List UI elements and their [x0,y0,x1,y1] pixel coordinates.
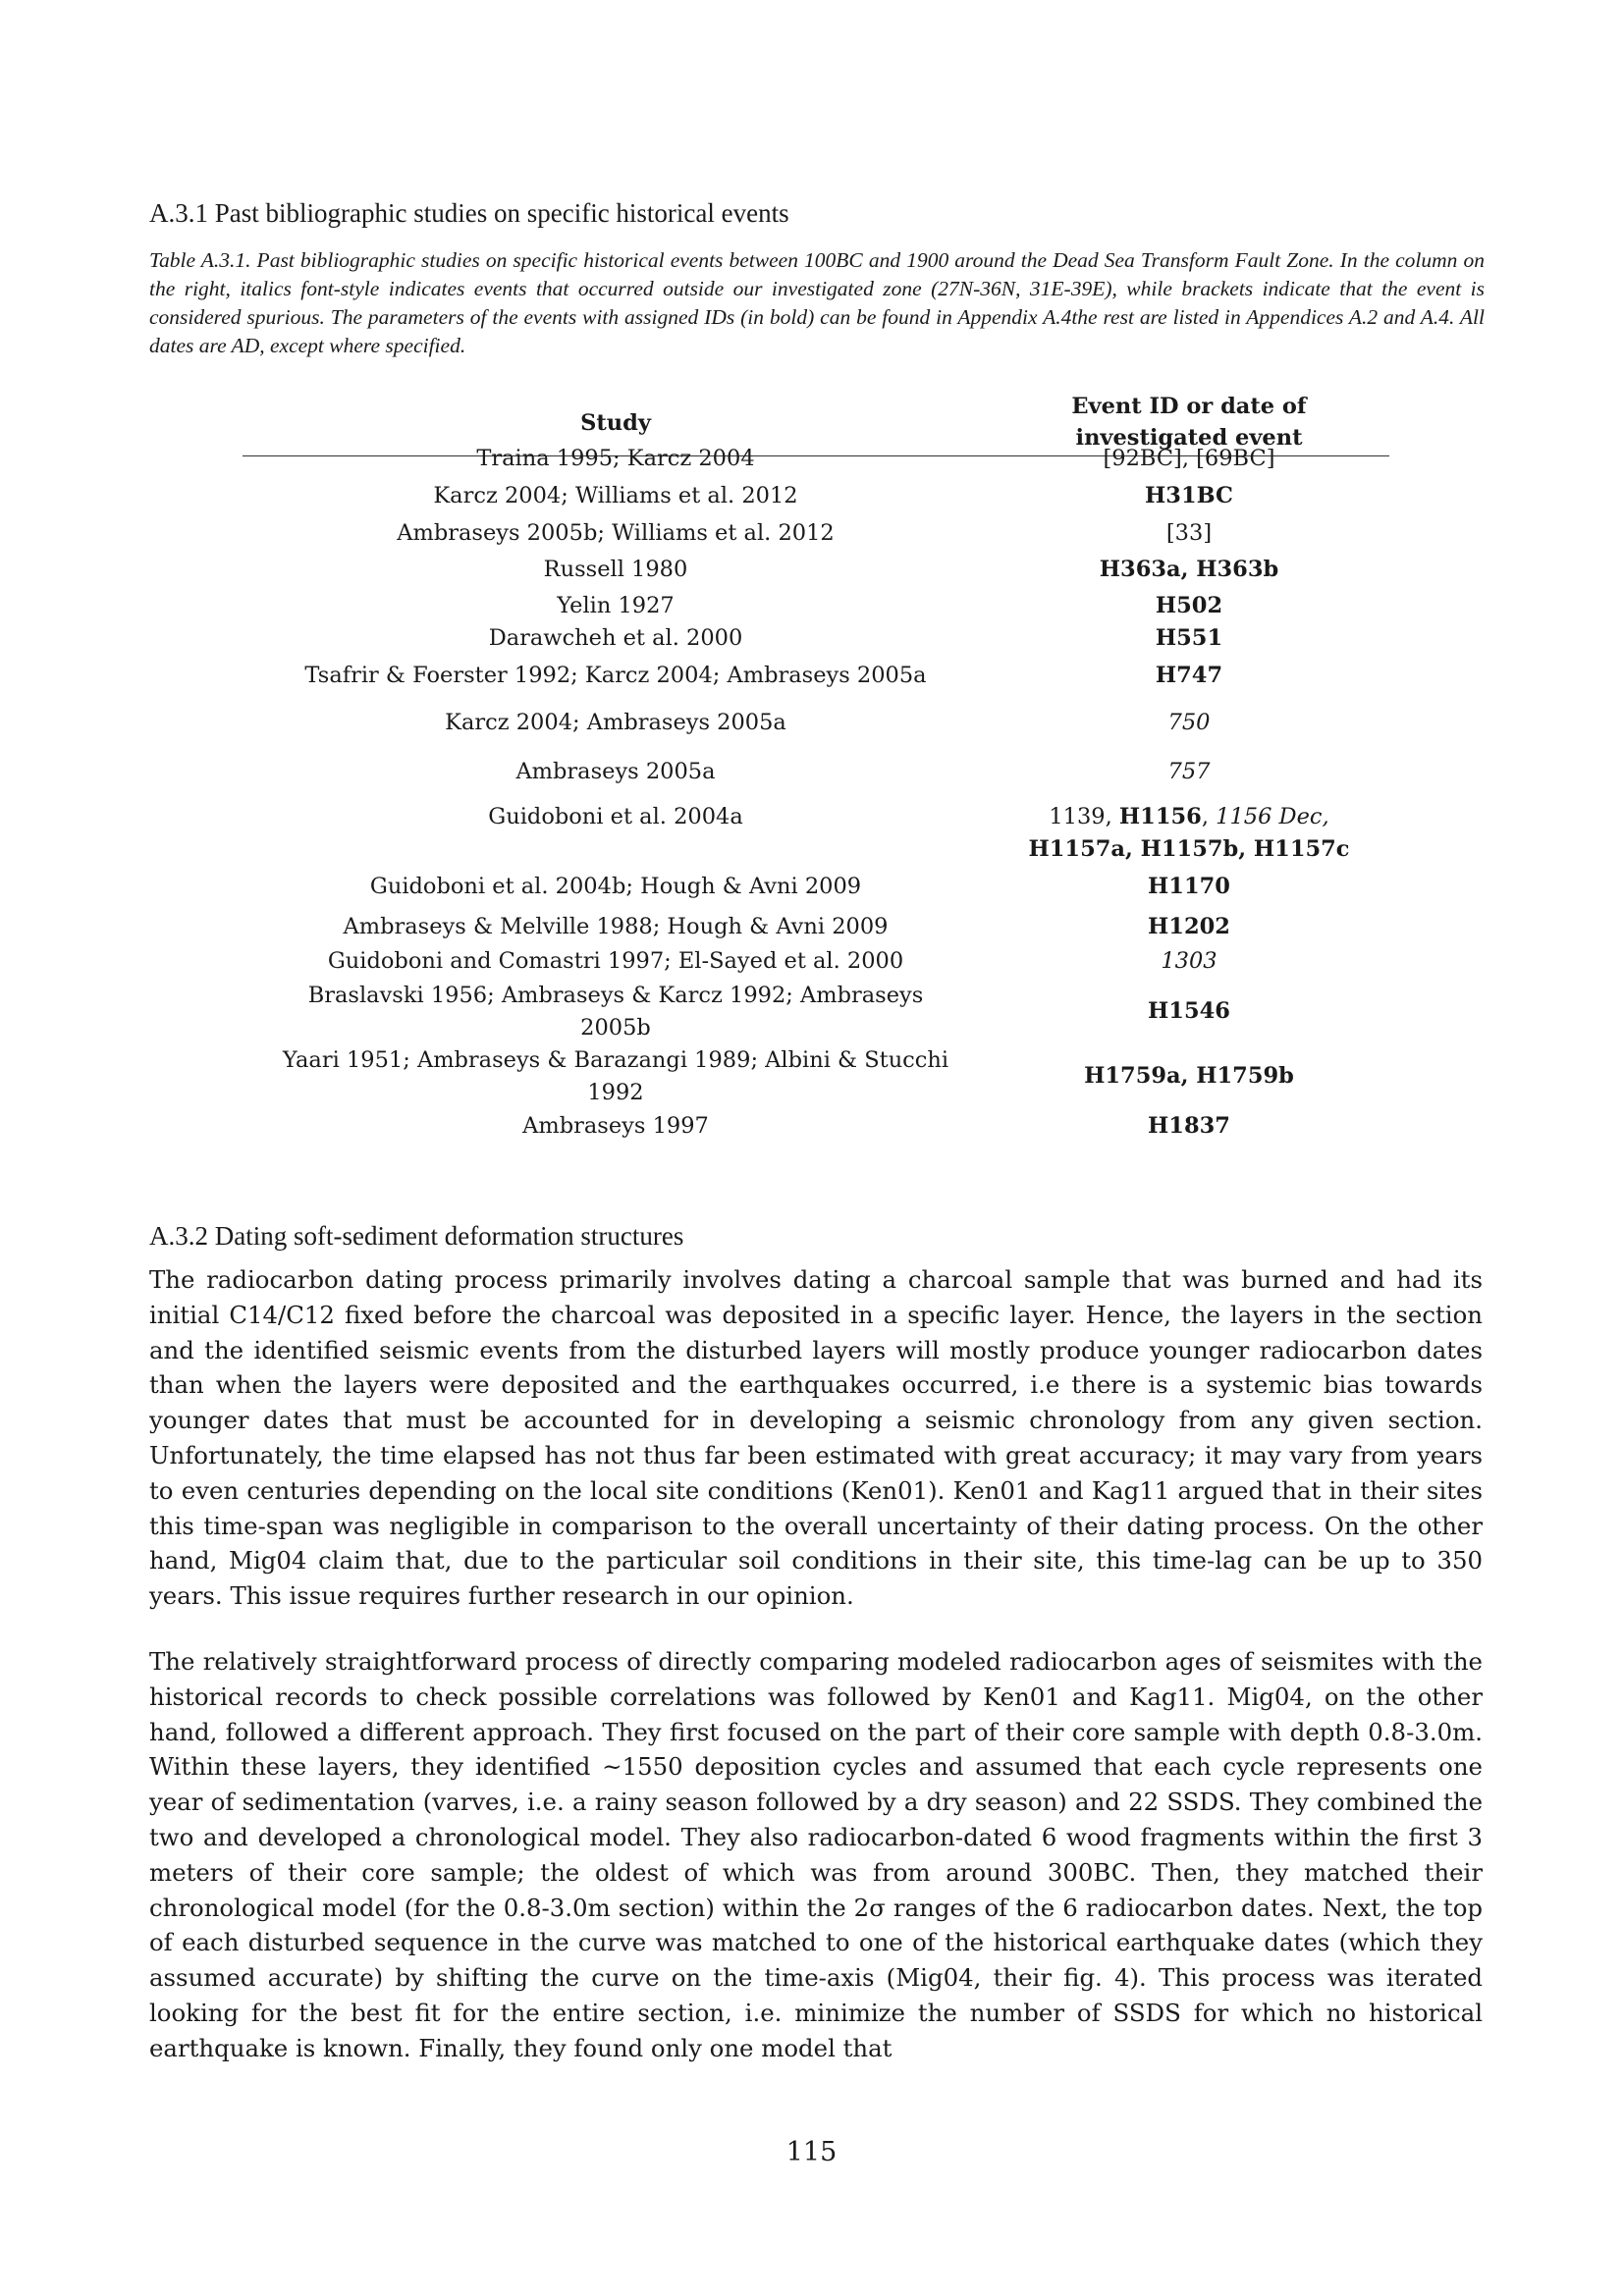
studies-table [243,389,1389,1139]
paragraph-2: The relatively straightforward process of directly comparing modeled radiocarbon ages of seismites with the historical records to check possible correlations was followed by Ken01 and Kag11. Mig04, on the other hand, followed a different approach. They first focused on the part of their core sample with depth 0.8-3.0m. Within these layers, they identified ~1550 deposition cycles and assumed that each cycle represents one year of sedimentation (varves, i.e. a rainy season followed by a dry season) and 22 SSDS. They combined the two and developed a chronological model. They also radiocarbon-dated 6 wood fragments within the first 3 meters of their core sample; the oldest of which was from around 300BC. Then, they matched their chronological model (for the 0.8-3.0m section) within the 2σ ranges of the 6 radiocarbon dates. Next, the top of each disturbed sequence in the curve was matched to one of the historical earthquake dates (which they assumed accurate) by shifting the curve on the time-axis (Mig04, their fig. 4). This process was iterated looking for the best fit for the entire section, i.e. minimize the number of SSDS for which no historical earthquake is known. Finally, they found only one model that [149,1647,1483,2062]
event-line [989,1110,1389,1143]
event-cell [989,554,1389,586]
paragraph-1: The radiocarbon dating process primarily involves dating a charcoal sample that was burned and had its initial C14/C12 fixed before the charcoal was deposited in a specific layer. Hence, the layers in the section and the identified seismic events from the disturbed layers will mostly produce younger radiocarbon dates than when the layers were deposited and the earthquakes occurred, i.e there is a systemic bias towards younger dates that must be accounted for in developing a seismic chronology from any given section. Unfortunately, the time elapsed has not thus far been estimated with great accuracy; it may vary from years to even centuries depending on the local site conditions (Ken01). Ken01 and Kag11 argued that in their sites this time-span was negligible in comparison to the overall uncertainty of their dating process. On the other hand, Mig04 claim that, due to the particular soil conditions in their site, this time-lag can be up to 350 years. This issue requires further research in our opinion. [149,1265,1483,1611]
event-text: H551 [1155,625,1223,651]
study-text-continued: 1992 [587,1080,644,1105]
event-cell [989,945,1389,978]
study-cell [243,911,989,943]
event-text: H1157a, H1157b, H1157c [1028,836,1350,862]
event-cell [989,1110,1389,1143]
study-cell [243,945,989,978]
study-cell [243,871,989,903]
study-text: Darawcheh et al. 2000 [488,625,743,651]
event-text: H1202 [1148,914,1230,939]
event-line [989,801,1389,833]
event-line [989,707,1389,739]
header-event-line1: Event ID or date of [1071,394,1307,419]
event-line [989,945,1389,978]
header-study: Study [580,410,651,436]
event-text: 750 [1167,710,1211,735]
page-number: 115 [785,2137,838,2167]
study-cell [243,554,989,586]
event-cell [989,590,1389,622]
event-cell [989,443,1389,475]
event-line [989,833,1389,866]
event-text: H1546 [1148,998,1230,1024]
study-cell [243,660,989,692]
study-cell [243,980,989,1044]
event-line [989,871,1389,903]
event-cell [989,480,1389,512]
event-text: 1156 Dec, [1216,804,1329,829]
study-text: Tsafrir & Foerster 1992; Karcz 2004; Ambraseys 2005a [304,663,927,688]
study-cell [243,480,989,512]
event-cell [989,911,1389,943]
study-text: Ambraseys 2005b; Williams et al. 2012 [397,520,835,546]
event-text: H363a, H363b [1099,557,1279,582]
study-cell [243,517,989,550]
event-line [989,911,1389,943]
section-heading-a32: A.3.2 Dating soft-sediment deformation structures [149,1221,684,1251]
study-text: Ambraseys 1997 [522,1113,709,1139]
study-text: Guidoboni and Comastri 1997; El-Sayed et al. 2000 [327,948,904,974]
event-line [989,660,1389,692]
study-cell [243,622,989,655]
study-cell [243,707,989,739]
event-cell [989,622,1389,655]
header-event-line2: investigated event [1075,425,1303,451]
event-line [989,443,1389,475]
event-line [989,554,1389,586]
event-text: 1303 [1161,948,1217,974]
event-line [989,995,1389,1028]
event-text: H1170 [1148,874,1230,899]
study-text-continued: 2005b [580,1015,651,1041]
section-heading-a31: A.3.1 Past bibliographic studies on specific historical events [149,198,789,228]
study-text: Ambraseys & Melville 1988; Hough & Avni 2009 [343,914,889,939]
study-text: Braslavski 1956; Ambraseys & Karcz 1992; Ambraseys [307,983,924,1008]
event-text: H747 [1155,663,1223,688]
event-cell [989,801,1389,866]
study-text: Guidoboni et al. 2004a [488,804,743,829]
study-cell [243,1110,989,1143]
event-cell [989,517,1389,550]
event-line [989,590,1389,622]
study-text: Yaari 1951; Ambraseys & Barazangi 1989; Albini & Stucchi [282,1047,949,1073]
event-cell [989,995,1389,1028]
study-text: Karcz 2004; Ambraseys 2005a [445,710,786,735]
event-cell [989,1060,1389,1093]
event-text: H1837 [1148,1113,1230,1139]
study-cell [243,801,989,833]
study-text: Ambraseys 2005a [515,759,716,784]
study-text: Guidoboni et al. 2004b; Hough & Avni 2009 [369,874,862,899]
event-text: [92BC], [69BC] [1103,446,1275,471]
study-text: Russell 1980 [543,557,688,582]
event-text: [33] [1165,520,1213,546]
event-line [989,622,1389,655]
event-line [989,756,1389,788]
event-text: H31BC [1145,483,1233,508]
study-text: Yelin 1927 [557,593,675,618]
study-cell [243,590,989,622]
event-cell [989,756,1389,788]
study-text: Karcz 2004; Williams et al. 2012 [433,483,798,508]
event-text: , [1201,804,1217,829]
event-text: 757 [1167,759,1211,784]
study-cell [243,756,989,788]
event-line [989,1060,1389,1093]
study-cell [243,1044,989,1109]
table-caption: Table A.3.1. Past bibliographic studies on specific historical events between 100BC and 1900 around the Dead Sea Transform Fault Zone. In the column on the right, italics font-style indicates events that occurred outside our investigated zone (27N-36N, 31E-39E), while brackets indicate that the event is considered spurious. The parameters of the events with assigned IDs (in bold) can be found in Appendix A.4the rest are listed in Appendices A.2 and A.4. All dates are AD, except where specified. [149,248,1485,357]
event-text: H502 [1155,593,1223,618]
study-text: Traina 1995; Karcz 2004 [476,446,755,471]
study-cell [243,443,989,475]
event-cell [989,707,1389,739]
event-text: H1156 [1118,804,1202,829]
event-cell [989,660,1389,692]
event-cell [989,871,1389,903]
event-line [989,480,1389,512]
event-line [989,517,1389,550]
event-text: H1759a, H1759b [1084,1063,1294,1089]
event-text: 1139, [1049,804,1119,829]
